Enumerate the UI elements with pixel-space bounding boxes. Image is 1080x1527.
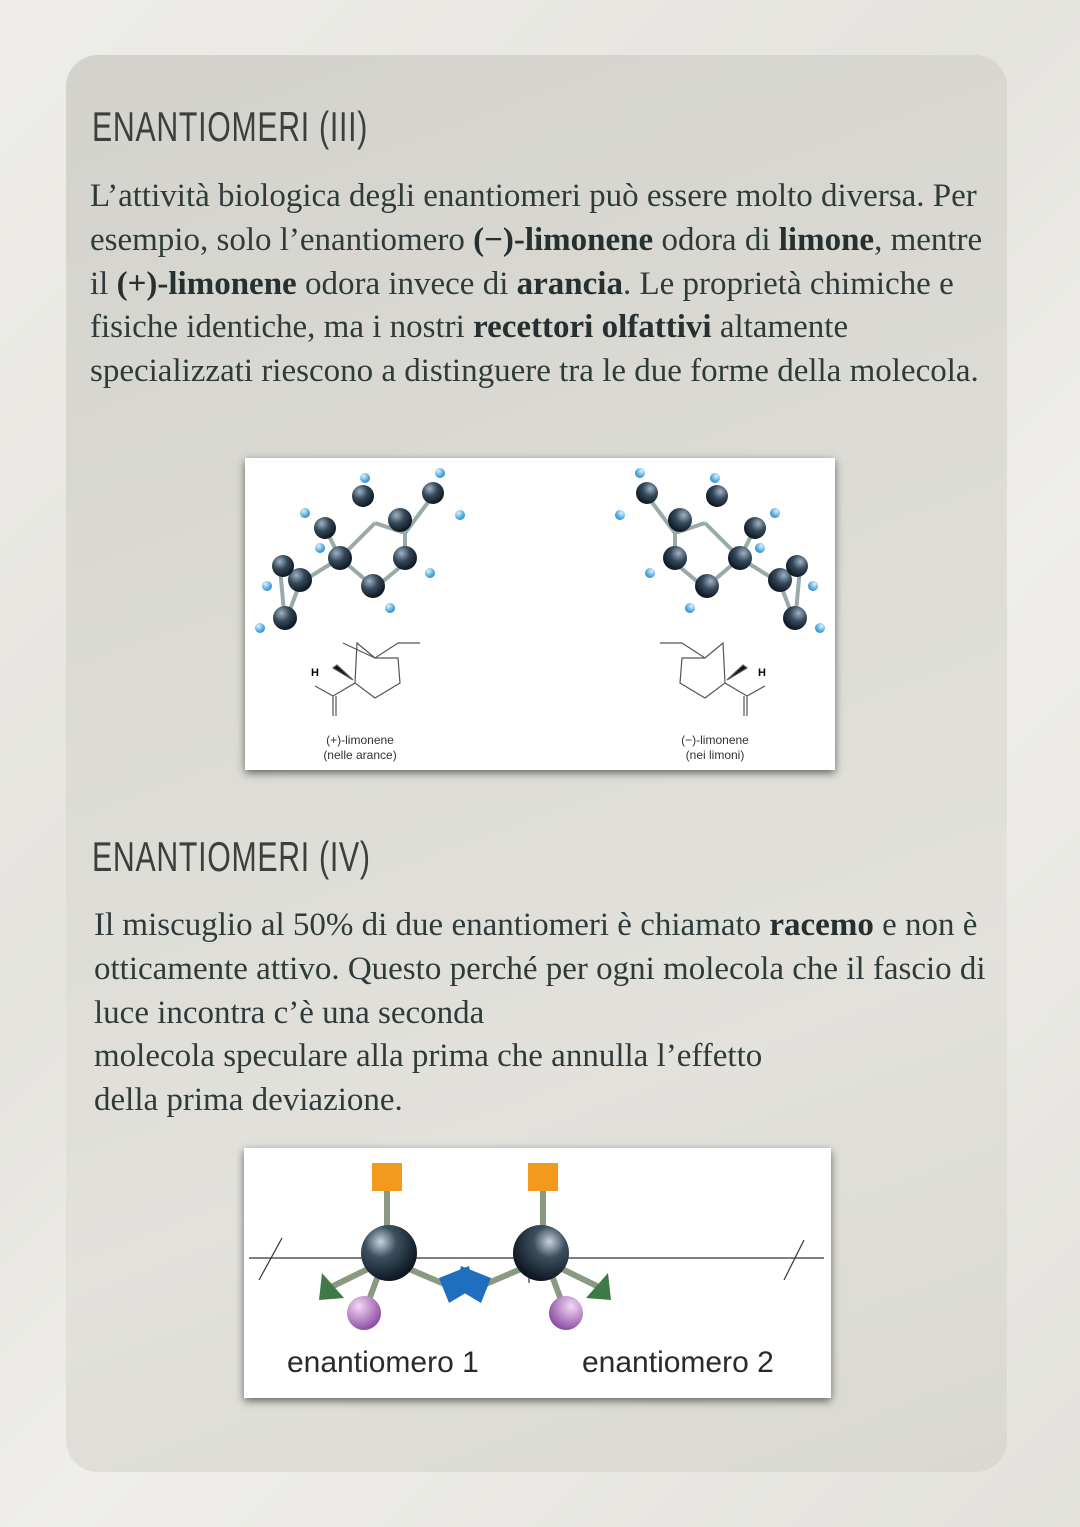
enantiomer-2-label: enantiomero 2 [582,1346,774,1379]
text-segment: odora invece di [296,265,517,302]
caption-name: (+)-limonene [326,733,394,747]
caption-note: (nelle arance) [323,748,397,762]
plus-limonene-caption [300,733,420,763]
enantiomer-1-label: enantiomero 1 [287,1346,479,1379]
paragraph-iii [90,175,995,394]
section-title-iv: ENANTIOMERI (IV) [92,833,371,880]
text-segment: L’attività biologica degli enantiomeri può essere molto diversa. Per esempio, solo l’enantiomero [90,178,977,258]
minus-limonene-caption [655,733,775,763]
limonene-models [245,458,835,770]
plus-limonene-structure [315,643,420,716]
content-card [66,55,1007,1472]
text-segment: Il miscuglio al 50% di due enantiomeri è chiamato [94,907,770,943]
h-label-left: H [311,667,319,679]
h-label-right: H [758,667,766,679]
text-segment: e non è otticamente attivo. Questo perché per ogni molecola che il fascio di luce incontra c’è una seconda [94,907,986,1031]
bold-term: (+)-limonene [116,265,297,302]
paragraph-iv [94,904,994,1123]
text-segment: odora di [653,221,779,258]
bold-term: limone [778,221,875,258]
bold-term: racemo [769,907,874,943]
section-title-iii: ENANTIOMERI (III) [92,103,369,150]
minus-limonene-structure [660,643,765,716]
caption-note: (nei limoni) [685,748,745,762]
minus-limonene-ball-model [615,468,825,633]
text-segment: molecola speculare alla prima che annulla l’effetto [94,1038,763,1075]
limonene-figure [245,458,835,770]
text-segment: . Le proprietà chimiche e fisiche identiche, ma i nostri [90,265,954,346]
text-segment: altamente specializzati riescono a distinguere tra le due forme della molecola. [90,309,979,390]
caption-name: (−)-limonene [681,733,749,747]
enantiomer-1-model [319,1163,474,1330]
text-segment: della prima deviazione. [94,1082,403,1119]
bold-term: recettori olfattivi [473,309,712,346]
racemate-figure [244,1148,831,1398]
enantiomer-2-model [456,1163,611,1330]
plus-limonene-ball-model [255,468,465,633]
bold-term: (−)-limonene [473,221,654,258]
text-segment: , mentre il [90,221,983,302]
bold-term: arancia [516,265,623,302]
